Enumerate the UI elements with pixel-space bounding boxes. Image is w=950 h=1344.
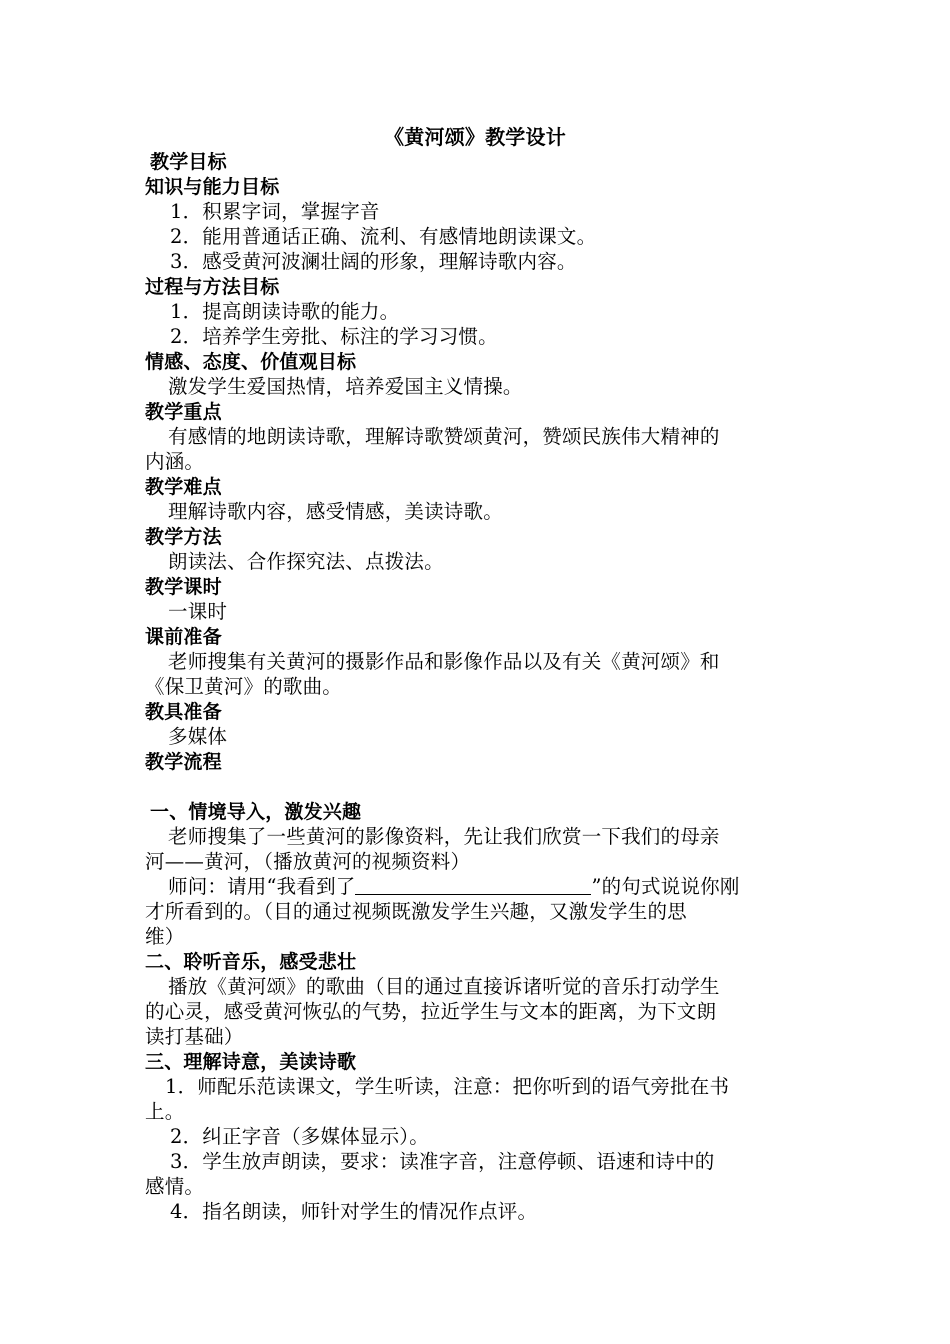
answer-blank — [355, 875, 591, 895]
emotion-heading: 情感、态度、价值观目标 — [145, 351, 357, 373]
question-prefix: 师问：请用“我看到了 — [168, 875, 356, 898]
knowledge-item-1: 1．积累字词，掌握字音 — [170, 200, 380, 223]
flow-heading: 教学流程 — [145, 751, 222, 773]
section-2-heading: 二、聆听音乐，感受悲壮 — [145, 951, 357, 973]
section-1-text-line-1: 老师搜集了一些黄河的影像资料，先让我们欣赏一下我们的母亲 — [168, 825, 720, 848]
section-3-item-3-line-2: 感情。 — [145, 1175, 205, 1198]
prep-heading: 课前准备 — [145, 626, 222, 648]
prep-text-line-2: 《保卫黄河》的歌曲。 — [145, 675, 343, 698]
key-text-line-2: 内涵。 — [145, 450, 205, 473]
section-3-item-3-line-1: 3．学生放声朗读，要求：读准字音，注意停顿、语速和诗中的 — [170, 1150, 715, 1173]
tools-heading: 教具准备 — [145, 701, 222, 723]
difficulty-text: 理解诗歌内容，感受情感，美读诗歌。 — [168, 500, 503, 523]
section-1-question — [168, 875, 838, 899]
knowledge-item-3: 3．感受黄河波澜壮阔的形象，理解诗歌内容。 — [170, 250, 577, 273]
section-3-item-4: 4．指名朗读，师针对学生的情况作点评。 — [170, 1200, 538, 1223]
section-3-item-1-line-2: 上。 — [145, 1100, 185, 1123]
document-title: 《黄河颂》教学设计 — [384, 125, 566, 149]
section-1-heading: 一、情境导入，激发兴趣 — [150, 801, 362, 823]
emotion-text: 激发学生爱国热情，培养爱国主义情操。 — [168, 375, 523, 398]
key-text-line-1: 有感情的地朗读诗歌，理解诗歌赞颂黄河，赞颂民族伟大精神的 — [168, 425, 720, 448]
difficulty-heading: 教学难点 — [145, 476, 222, 498]
question-suffix: ”的句式说说你刚 — [591, 875, 740, 898]
section-3-item-2: 2．纠正字音（多媒体显示）。 — [170, 1125, 429, 1148]
prep-text-line-1: 老师搜集有关黄河的摄影作品和影像作品以及有关《黄河颂》和 — [168, 650, 720, 673]
method-heading: 教学方法 — [145, 526, 222, 548]
process-heading: 过程与方法目标 — [145, 276, 280, 298]
key-heading: 教学重点 — [145, 401, 222, 423]
process-item-2: 2．培养学生旁批、标注的学习习惯。 — [170, 325, 498, 348]
goals-heading: 教学目标 — [150, 151, 227, 173]
knowledge-heading: 知识与能力目标 — [145, 176, 280, 198]
process-item-1: 1．提高朗读诗歌的能力。 — [170, 300, 400, 323]
section-2-text-line-2: 的心灵，感受黄河恢弘的气势，拉近学生与文本的距离，为下文朗 — [145, 1000, 717, 1023]
section-2-text-line-1: 播放《黄河颂》的歌曲（目的通过直接诉诸听觉的音乐打动学生 — [168, 975, 720, 998]
hours-heading: 教学课时 — [145, 576, 222, 598]
section-2-text-line-3: 读打基础） — [145, 1025, 244, 1048]
knowledge-item-2: 2．能用普通话正确、流利、有感情地朗读课文。 — [170, 225, 597, 248]
section-1-text-line-2: 河——黄河，（播放黄河的视频资料） — [145, 850, 471, 873]
section-1-text-line-3: 才所看到的。（目的通过视频既激发学生兴趣，又激发学生的思 — [145, 900, 687, 923]
section-1-text-line-4: 维） — [145, 925, 185, 948]
tools-text: 多媒体 — [168, 725, 228, 748]
hours-text: 一课时 — [168, 600, 228, 623]
section-3-item-1-line-1: 1．师配乐范读课文，学生听读，注意：把你听到的语气旁批在书 — [165, 1075, 730, 1098]
method-text: 朗读法、合作探究法、点拨法。 — [168, 550, 444, 573]
section-3-heading: 三、理解诗意，美读诗歌 — [145, 1051, 357, 1073]
